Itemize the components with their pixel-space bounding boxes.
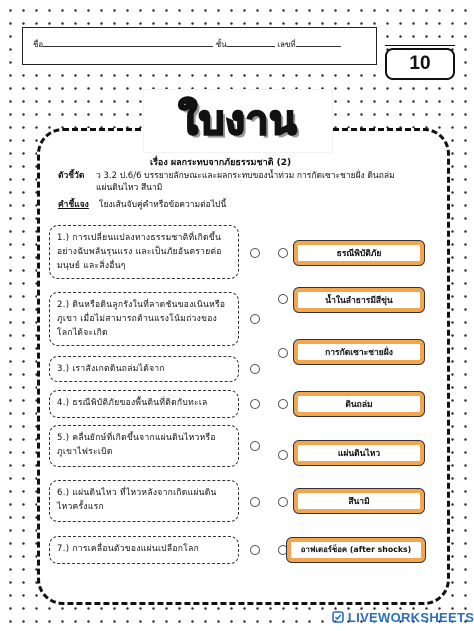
answer-dot-1[interactable] — [278, 248, 288, 258]
score-divider — [385, 45, 455, 46]
question-dot-5[interactable] — [250, 441, 260, 451]
number-field[interactable] — [296, 38, 341, 47]
name-field[interactable] — [43, 38, 213, 47]
instruction-text: โยงเส้นจับคู่คำหรือข้อความต่อไปนี้ — [99, 200, 227, 210]
score-total: 10 — [385, 48, 455, 80]
question-dot-7[interactable] — [250, 545, 260, 555]
question-dot-2[interactable] — [250, 314, 260, 324]
answer-box-7 — [286, 537, 426, 563]
question-text: 6.) แผ่นดินไหว ที่ไหวหลังจากเกิดแผ่นดินไหวครั้งแรก — [57, 488, 217, 512]
answer-text: น้ำในลำธารมีสีขุ่น — [325, 296, 393, 306]
question-text: 2.) ดินหรือดินลูกรังในที่ลาดชันของเนินหรือภูเขา เมื่อไม่สามารถต้านแรงโน้มถ่วงของโลกได้จะเกิด — [57, 300, 226, 338]
question-text: 7.) การเคลื่อนตัวของแผ่นเปลือกโลก — [57, 544, 200, 554]
question-box-5 — [49, 425, 239, 467]
question-dot-1[interactable] — [250, 248, 260, 258]
answer-box-4 — [293, 391, 425, 417]
answer-dot-3[interactable] — [278, 348, 288, 358]
answer-text: แผ่นดินไหว — [337, 449, 381, 459]
answer-dot-5[interactable] — [278, 450, 288, 460]
class-label: ชั้น — [215, 40, 227, 49]
class-field[interactable] — [227, 38, 275, 47]
question-text: 1.) การเปลี่ยนแปลงทางธรรมชาติที่เกิดขึ้นอย่างฉับพลันรุนแรง และเป็นภัยอันตรายต่อมนุษย์ และสิ่งอื่นๆ — [57, 233, 222, 271]
title-banner — [143, 89, 333, 153]
question-box-4 — [49, 390, 239, 418]
question-box-6 — [49, 480, 239, 522]
student-info-box — [22, 27, 377, 65]
answer-dot-6[interactable] — [278, 497, 288, 507]
indicator-text-line2: แผ่นดินไหว สึนามิ — [96, 183, 163, 193]
question-box-3 — [49, 356, 239, 382]
answer-text: การกัดเซาะชายฝั่ง — [325, 348, 393, 358]
answer-dot-4[interactable] — [278, 399, 288, 409]
answer-box-1 — [293, 240, 425, 266]
question-box-2 — [49, 292, 239, 346]
answer-text: ดินถล่ม — [345, 400, 373, 410]
name-label: ชื่อ — [33, 40, 44, 49]
answer-text: ธรณีพิบัติภัย — [336, 249, 382, 259]
liveworksheets-logo-icon — [332, 611, 344, 623]
subject-line: เรื่อง ผลกระทบจากภัยธรรมชาติ (2) — [150, 158, 292, 168]
answer-dot-2[interactable] — [278, 294, 288, 304]
number-label: เลขที่ — [277, 40, 296, 49]
question-box-7 — [49, 536, 239, 564]
question-box-1 — [49, 225, 239, 279]
question-text: 5.) คลื่นยักษ์ที่เกิดขึ้นจากแผ่นดินไหวหรือภูเขาไฟระเบิด — [57, 433, 216, 457]
question-dot-4[interactable] — [250, 399, 260, 409]
indicator-label: ตัวชี้วัด — [58, 171, 85, 181]
answer-text: สึนามิ — [348, 497, 370, 507]
question-dot-6[interactable] — [250, 497, 260, 507]
answer-box-3 — [293, 339, 425, 365]
answer-box-6 — [293, 488, 425, 514]
question-dot-3[interactable] — [250, 364, 260, 374]
indicator-text-line1: ว 3.2 ป.6/6 บรรยายลักษณะและผลกระทบของน้ำท่วม การกัดเซาะชายฝั่ง ดินถล่ม — [96, 171, 395, 181]
answer-text: อาฟเตอร์ช็อค (after shocks) — [300, 545, 412, 554]
question-text: 3.) เราสังเกตดินถล่มได้จาก — [57, 364, 165, 374]
answer-box-5 — [293, 440, 425, 466]
answer-box-2 — [293, 287, 425, 313]
worksheet-title: ใบงาน — [178, 98, 298, 144]
liveworksheets-logo — [332, 610, 474, 625]
brand-name: LIVEWORKSHEETS — [347, 610, 474, 625]
question-text: 4.) ธรณีพิบัติภัยของพื้นดินที่ติดกับทะเล — [57, 398, 208, 408]
instruction-label: คำชี้แจง — [58, 200, 89, 210]
